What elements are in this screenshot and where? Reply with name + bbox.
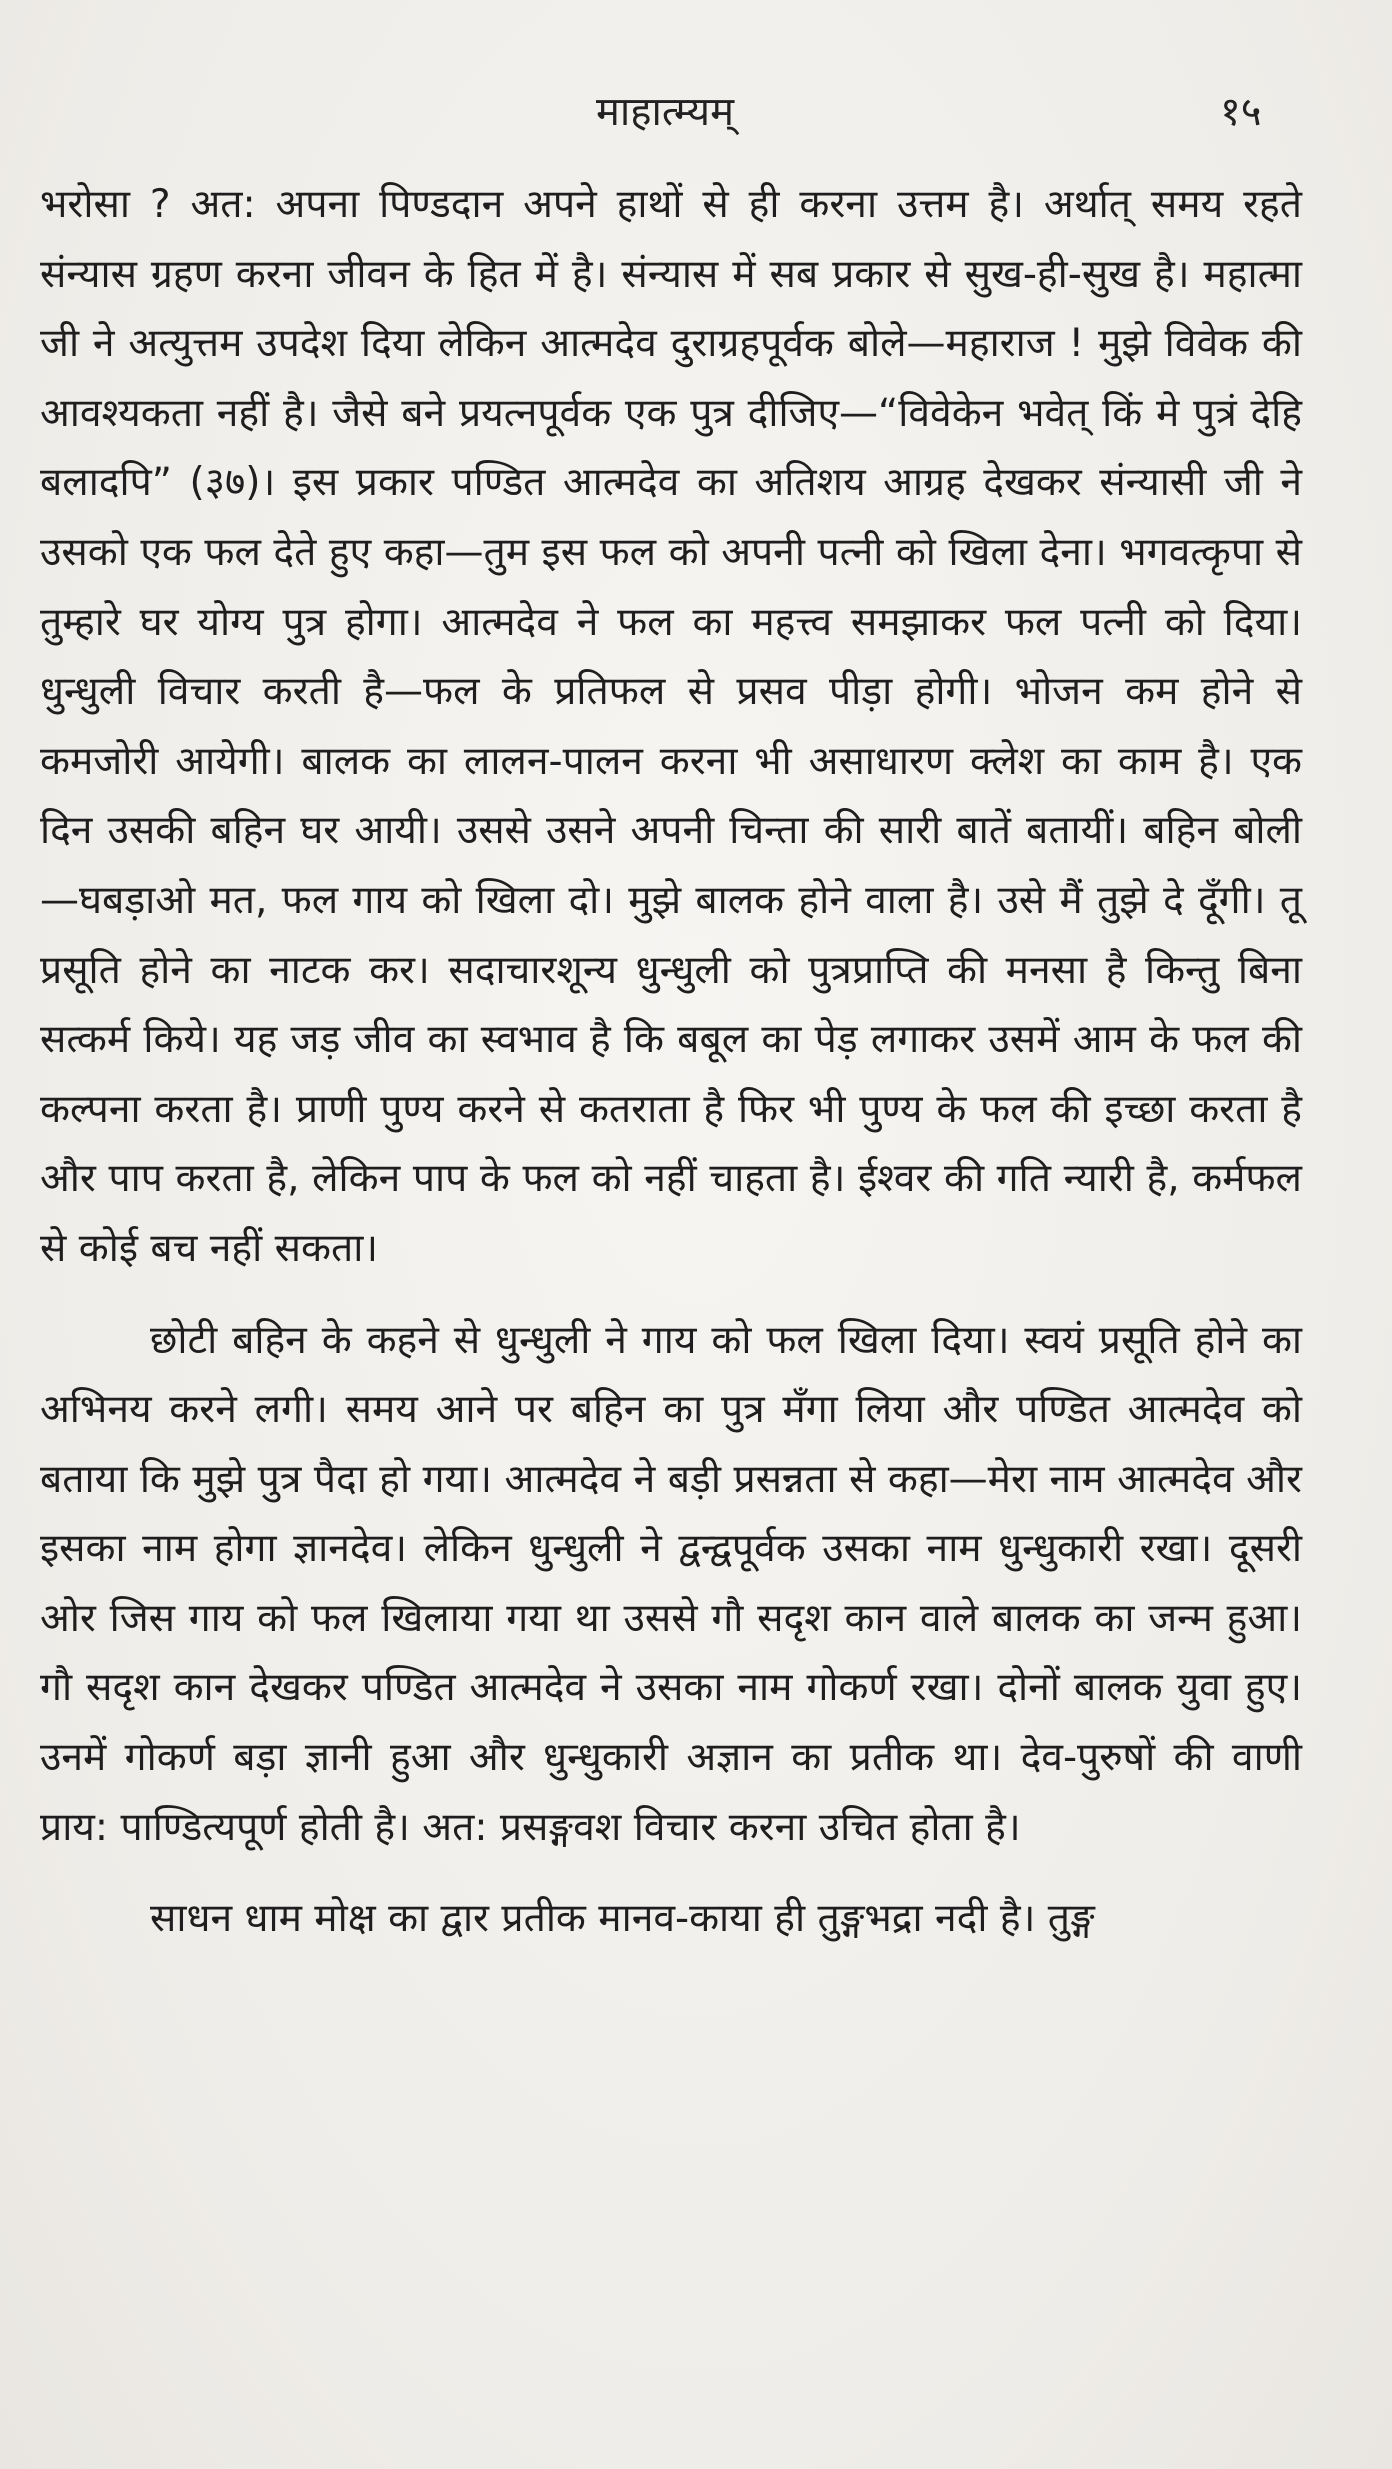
paragraph-1: भरोसा ? अत: अपना पिण्डदान अपने हाथों से ही करना उत्तम है। अर्थात् समय रहते संन्यास ग्रहण करना जीवन के हित में है। संन्यास में सब प्रकार से सुख-ही-सुख है। महात्मा जी ने अत्युत्तम उपदेश दिया लेकिन आत्मदेव दुराग्रहपूर्वक बोले—महाराज ! मुझे विवेक की आवश्यकता नहीं है। जैसे बने प्रयत्नपूर्वक एक पुत्र दीजिए—“विवेकेन भवेत् किं मे पुत्रं देहि बलादपि” (३७)। इस प्रकार पण्डित आत्मदेव का अतिशय आग्रह देखकर संन्यासी जी ने उसको एक फल देते हुए कहा—तुम इस फल को अपनी पत्नी को खिला देना। भगवत्कृपा से तुम्हारे घर योग्य पुत्र होगा। आत्मदेव ने फल का महत्त्व समझाकर फल पत्नी को दिया। धुन्धुली विचार करती है—फल के प्रतिफल से प्रसव पीड़ा होगी। भोजन कम होने से कमजोरी आयेगी। बालक का लालन-पालन करना भी असाधारण क्लेश का काम है। एक दिन उसकी बहिन घर आयी। उससे उसने अपनी चिन्ता की सारी बातें बतायीं। बहिन बोली—घबड़ाओ मत, फल गाय को खिला दो। मुझे बालक होने वाला है। उसे मैं तुझे दे दूँगी। तू प्रसूति होने का नाटक कर। सदाचारशून्य धुन्धुली को पुत्रप्राप्ति की मनसा है किन्तु बिना सत्कर्म किये। यह जड़ जीव का स्वभाव है कि बबूल का पेड़ लगाकर उसमें आम के फल की कल्पना करता है। प्राणी पुण्य करने से कतराता है फिर भी पुण्य के फल की इच्छा करता है और पाप करता है, लेकिन पाप के फल को नहीं चाहता है। ईश्वर की गति न्यारी है, कर्मफल से कोई बच नहीं सकता। — [40, 182, 1302, 1271]
page-number: १५ — [1220, 89, 1262, 135]
paragraph-3: साधन धाम मोक्ष का द्वार प्रतीक मानव-काया ही तुङ्गभद्रा नदी है। तुङ्ग — [150, 1896, 1095, 1942]
running-header — [0, 82, 1392, 142]
body-text — [40, 170, 1302, 1954]
running-title: माहात्म्यम् — [596, 89, 735, 135]
paragraph-2: छोटी बहिन के कहने से धुन्धुली ने गाय को फल खिला दिया। स्वयं प्रसूति होने का अभिनय करने लगी। समय आने पर बहिन का पुत्र मँगा लिया और पण्डित आत्मदेव को बताया कि मुझे पुत्र पैदा हो गया। आत्मदेव ने बड़ी प्रसन्नता से कहा—मेरा नाम आत्मदेव और इसका नाम होगा ज्ञानदेव। लेकिन धुन्धुली ने द्वन्द्वपूर्वक उसका नाम धुन्धुकारी रखा। दूसरी ओर जिस गाय को फल खिलाया गया था उससे गौ सदृश कान वाले बालक का जन्म हुआ। गौ सदृश कान देखकर पण्डित आत्मदेव ने उसका नाम गोकर्ण रखा। दोनों बालक युवा हुए। उनमें गोकर्ण बड़ा ज्ञानी हुआ और धुन्धुकारी अज्ञान का प्रतीक था। देव-पुरुषों की वाणी प्राय: पाण्डित्यपूर्ण होती है। अत: प्रसङ्गवश विचार करना उचित होता है। — [40, 1317, 1302, 1850]
